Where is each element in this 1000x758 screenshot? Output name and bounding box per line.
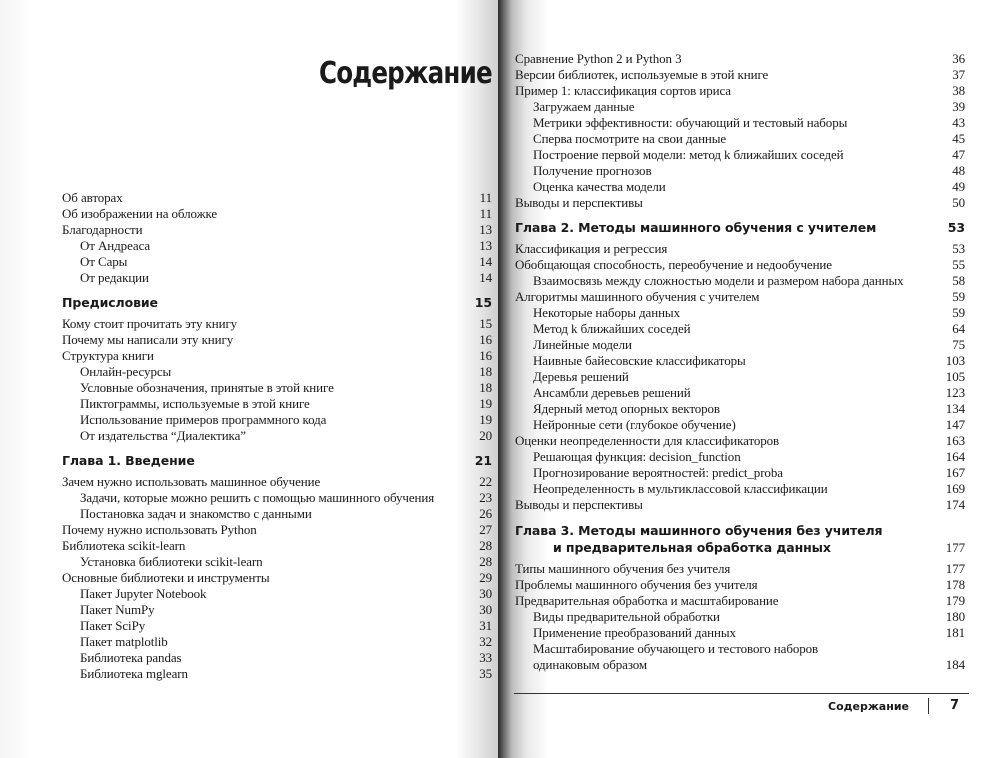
- toc-page-number: 23: [479, 490, 492, 505]
- toc-page-number: 174: [945, 497, 965, 512]
- toc-entry-title: Предисловие: [62, 295, 158, 310]
- toc-entry-title: От Сары: [80, 254, 128, 269]
- toc-entry: [515, 51, 975, 67]
- toc-entry-title: Оценка качества модели: [533, 179, 666, 194]
- toc-page-number: 11: [479, 206, 492, 221]
- footer-divider: [928, 698, 930, 714]
- toc-page-number: 59: [952, 289, 965, 304]
- toc-entry: [515, 369, 975, 385]
- toc-entry: [515, 481, 975, 497]
- toc-entry: [62, 586, 494, 602]
- toc-entry-title: Решающая функция: decision_function: [533, 449, 741, 464]
- toc-entry: [515, 305, 975, 321]
- toc-entry-title: Нейронные сети (глубокое обучение): [533, 417, 736, 432]
- toc-page-number: 55: [952, 257, 965, 272]
- toc-page-number: 15: [474, 295, 492, 310]
- toc-page-number: 58: [952, 273, 965, 288]
- toc-entry: [62, 254, 494, 270]
- toc-page-number: 47: [952, 147, 965, 162]
- toc-page-number: 178: [945, 577, 965, 592]
- toc-entry: [62, 538, 494, 554]
- toc-page-number: 59: [952, 305, 965, 320]
- toc-entry: [62, 522, 494, 538]
- toc-entry-title: Оценки неопределенности для классификаторов: [515, 433, 780, 448]
- toc-entry-title: Об авторах: [62, 190, 123, 205]
- toc-page-number: 28: [479, 554, 492, 569]
- toc-entry: [515, 131, 975, 147]
- toc-entry-title: Обобщающая способность, переобучение и недообучение: [515, 257, 832, 272]
- toc-entry: [515, 83, 975, 99]
- toc-entry: [515, 465, 975, 481]
- toc-entry-title-cont: одинаковым образом: [533, 657, 648, 672]
- toc-entry-title: Проблемы машинного обучения без учителя: [515, 577, 758, 592]
- toc-page-number: 13: [479, 238, 492, 253]
- toc-right: [515, 51, 975, 673]
- toc-page-number: 163: [945, 433, 965, 448]
- toc-chapter-heading: [515, 220, 975, 236]
- toc-page-number: 22: [479, 474, 492, 489]
- toc-page-number: 18: [479, 364, 492, 379]
- toc-entry: [62, 332, 494, 348]
- toc-entry: [62, 396, 494, 412]
- toc-page-number: 75: [952, 337, 965, 352]
- toc-page-number: 179: [945, 593, 965, 608]
- toc-entry: [515, 241, 975, 257]
- toc-entry: [515, 163, 975, 179]
- toc-page-number: 147: [945, 417, 965, 432]
- toc-entry: [62, 650, 494, 666]
- toc-left: [62, 190, 494, 682]
- toc-entry: [62, 618, 494, 634]
- toc-page-number: 14: [479, 254, 492, 269]
- toc-entry-title: Глава 1. Введение: [62, 453, 195, 468]
- toc-entry: [62, 506, 494, 522]
- toc-entry-title: Сперва посмотрите на свои данные: [533, 131, 727, 146]
- toc-entry-title: Использование примеров программного кода: [80, 412, 327, 427]
- toc-page-number: 180: [945, 609, 965, 624]
- toc-page-number: 45: [952, 131, 965, 146]
- toc-page-number: 169: [945, 481, 965, 496]
- toc-entry: [62, 348, 494, 364]
- toc-entry-title: Прогнозирование вероятностей: predict_proba: [533, 465, 783, 480]
- toc-page-number: 48: [952, 163, 965, 178]
- toc-entry: [515, 449, 975, 465]
- toc-entry-title: Масштабирование обучающего и тестового наборов: [533, 641, 819, 656]
- toc-entry-title: Выводы и перспективы: [515, 195, 643, 210]
- toc-entry: [515, 433, 975, 449]
- toc-entry-title: Библиотека pandas: [80, 650, 182, 665]
- toc-page-number: 167: [945, 465, 965, 480]
- toc-page-number: 18: [479, 380, 492, 395]
- toc-entry-title: Пакет Jupyter Notebook: [80, 586, 207, 601]
- toc-page-number: 53: [952, 241, 965, 256]
- toc-entry: [515, 641, 975, 673]
- toc-page-number: 134: [945, 401, 965, 416]
- toc-page-number: 30: [479, 602, 492, 617]
- toc-entry: [515, 115, 975, 131]
- toc-entry-title: Неопределенность в мультиклассовой классификации: [533, 481, 828, 496]
- toc-page-number: 26: [479, 506, 492, 521]
- toc-entry: [62, 666, 494, 682]
- page-title: Содержание: [319, 56, 492, 91]
- toc-entry-title: Зачем нужно использовать машинное обучение: [62, 474, 321, 489]
- toc-entry-title: Пакет matplotlib: [80, 634, 168, 649]
- toc-entry: [62, 428, 494, 444]
- toc-entry-title: Применение преобразований данных: [533, 625, 736, 640]
- footer-title: Содержание: [828, 700, 909, 713]
- toc-page-number: 184: [945, 657, 965, 672]
- toc-page-number: 36: [952, 51, 965, 66]
- toc-entry-title: Метрики эффективности: обучающий и тестовый наборы: [533, 115, 848, 130]
- toc-page-number: 53: [947, 220, 965, 235]
- toc-entry: [62, 602, 494, 618]
- toc-entry-title: Об изображении на обложке: [62, 206, 218, 221]
- toc-page-number: 19: [479, 396, 492, 411]
- toc-entry: [515, 417, 975, 433]
- toc-entry-title: Постановка задач и знакомство с данными: [80, 506, 312, 521]
- toc-entry: [515, 147, 975, 163]
- toc-page-number: 37: [952, 67, 965, 82]
- toc-entry-title: Версии библиотек, используемые в этой книге: [515, 67, 769, 82]
- toc-entry: [62, 238, 494, 254]
- toc-page-number: 29: [479, 570, 492, 585]
- toc-entry-title: Почему нужно использовать Python: [62, 522, 257, 537]
- toc-entry: [515, 577, 975, 593]
- toc-entry-title: Онлайн-ресурсы: [80, 364, 172, 379]
- toc-entry: [62, 634, 494, 650]
- toc-entry: [515, 401, 975, 417]
- toc-page-number: 38: [952, 83, 965, 98]
- toc-entry: [62, 380, 494, 396]
- toc-entry: [62, 554, 494, 570]
- toc-page-number: 177: [945, 540, 965, 555]
- toc-entry: [515, 561, 975, 577]
- left-page: [0, 0, 498, 758]
- toc-page-number: 33: [479, 650, 492, 665]
- toc-entry-title: Взаимосвязь между сложностью модели и размером набора данных: [533, 273, 904, 288]
- toc-entry: [515, 353, 975, 369]
- toc-entry-title: Алгоритмы машинного обучения с учителем: [515, 289, 760, 304]
- page-number: 7: [949, 698, 959, 713]
- toc-entry-title: От редакции: [80, 270, 149, 285]
- toc-page-number: 35: [479, 666, 492, 681]
- toc-entry: [62, 316, 494, 332]
- toc-page-number: 105: [945, 369, 965, 384]
- toc-page-number: 164: [945, 449, 965, 464]
- toc-page-number: 19: [479, 412, 492, 427]
- toc-entry: [515, 195, 975, 211]
- toc-entry: [62, 270, 494, 286]
- toc-page-number: 181: [945, 625, 965, 640]
- toc-entry: [515, 337, 975, 353]
- toc-page-number: 49: [952, 179, 965, 194]
- toc-entry: [62, 570, 494, 586]
- toc-page-number: 14: [479, 270, 492, 285]
- toc-entry-title: Классификация и регрессия: [515, 241, 668, 256]
- toc-entry: [62, 490, 494, 506]
- toc-entry: [515, 497, 975, 513]
- toc-page-number: 43: [952, 115, 965, 130]
- toc-entry: [62, 206, 494, 222]
- toc-entry-title: Условные обозначения, принятые в этой книге: [80, 380, 334, 395]
- toc-entry-title: Библиотека scikit-learn: [62, 538, 186, 553]
- toc-entry-title: Пакет NumPy: [80, 602, 155, 617]
- toc-entry-title: Благодарности: [62, 222, 143, 237]
- toc-page-number: 123: [945, 385, 965, 400]
- toc-chapter-heading: [62, 295, 494, 311]
- toc-entry-title: Библиотека mglearn: [80, 666, 188, 681]
- toc-page-number: 16: [479, 348, 492, 363]
- toc-entry: [515, 321, 975, 337]
- toc-entry: [62, 364, 494, 380]
- toc-entry: [62, 190, 494, 206]
- toc-entry-title: Пиктограммы, используемые в этой книге: [80, 396, 310, 411]
- toc-entry-title: Кому стоит прочитать эту книгу: [62, 316, 238, 331]
- toc-entry-title: Деревья решений: [533, 369, 629, 384]
- toc-page-number: 50: [952, 195, 965, 210]
- toc-entry-title: Построение первой модели: метод k ближайших соседей: [533, 147, 844, 162]
- toc-page-number: 27: [479, 522, 492, 537]
- toc-page-number: 21: [474, 453, 492, 468]
- toc-entry: [515, 625, 975, 641]
- toc-page-number: 103: [945, 353, 965, 368]
- right-page: [498, 0, 1000, 758]
- toc-entry-title: Ядерный метод опорных векторов: [533, 401, 720, 416]
- toc-entry-title: Наивные байесовские классификаторы: [533, 353, 746, 368]
- toc-entry-title: Сравнение Python 2 и Python 3: [515, 51, 682, 66]
- toc-page-number: 31: [479, 618, 492, 633]
- toc-entry-title: Некоторые наборы данных: [533, 305, 680, 320]
- toc-page-number: 177: [945, 561, 965, 576]
- toc-entry: [515, 257, 975, 273]
- toc-entry-title: Пакет SciPy: [80, 618, 146, 633]
- toc-page-number: 32: [479, 634, 492, 649]
- toc-entry: [515, 385, 975, 401]
- toc-page-number: 15: [479, 316, 492, 331]
- toc-page-number: 30: [479, 586, 492, 601]
- toc-entry-title: Почему мы написали эту книгу: [62, 332, 234, 347]
- toc-entry: [515, 273, 975, 289]
- toc-entry: [515, 289, 975, 305]
- toc-entry-title: Предварительная обработка и масштабирование: [515, 593, 779, 608]
- toc-entry-title-cont: и предварительная обработка данных: [553, 540, 831, 555]
- toc-entry-title: Основные библиотеки и инструменты: [62, 570, 270, 585]
- toc-chapter-heading: [515, 522, 975, 556]
- toc-page-number: 20: [479, 428, 492, 443]
- toc-entry: [62, 412, 494, 428]
- toc-page-number: 39: [952, 99, 965, 114]
- toc-entry-title: Пример 1: классификация сортов ириса: [515, 83, 731, 98]
- toc-entry-title: Загружаем данные: [533, 99, 635, 114]
- toc-entry-title: Глава 3. Методы машинного обучения без учителя: [515, 523, 883, 538]
- toc-entry: [515, 609, 975, 625]
- toc-entry-title: Структура книги: [62, 348, 154, 363]
- toc-page-number: 28: [479, 538, 492, 553]
- toc-entry-title: От издательства “Диалектика”: [80, 428, 246, 443]
- toc-entry-title: Метод k ближайших соседей: [533, 321, 691, 336]
- toc-entry-title: Ансамбли деревьев решений: [533, 385, 691, 400]
- toc-entry-title: Типы машинного обучения без учителя: [515, 561, 731, 576]
- toc-entry: [62, 474, 494, 490]
- toc-entry: [515, 67, 975, 83]
- toc-entry: [62, 222, 494, 238]
- toc-entry-title: Виды предварительной обработки: [533, 609, 720, 624]
- toc-entry-title: Линейные модели: [533, 337, 632, 352]
- toc-page-number: 13: [479, 222, 492, 237]
- toc-entry-title: Получение прогнозов: [533, 163, 652, 178]
- page-footer: [514, 693, 969, 713]
- toc-entry: [515, 99, 975, 115]
- toc-entry-title: Задачи, которые можно решить с помощью машинного обучения: [80, 490, 435, 505]
- toc-entry-title: Установка библиотеки scikit-learn: [80, 554, 263, 569]
- toc-page-number: 11: [479, 190, 492, 205]
- toc-entry: [515, 593, 975, 609]
- toc-chapter-heading: [62, 453, 494, 469]
- toc-entry-title: Глава 2. Методы машинного обучения с учителем: [515, 220, 877, 235]
- toc-entry-title: Выводы и перспективы: [515, 497, 643, 512]
- toc-page-number: 16: [479, 332, 492, 347]
- toc-entry-title: От Андреаса: [80, 238, 151, 253]
- toc-entry: [515, 179, 975, 195]
- toc-page-number: 64: [952, 321, 965, 336]
